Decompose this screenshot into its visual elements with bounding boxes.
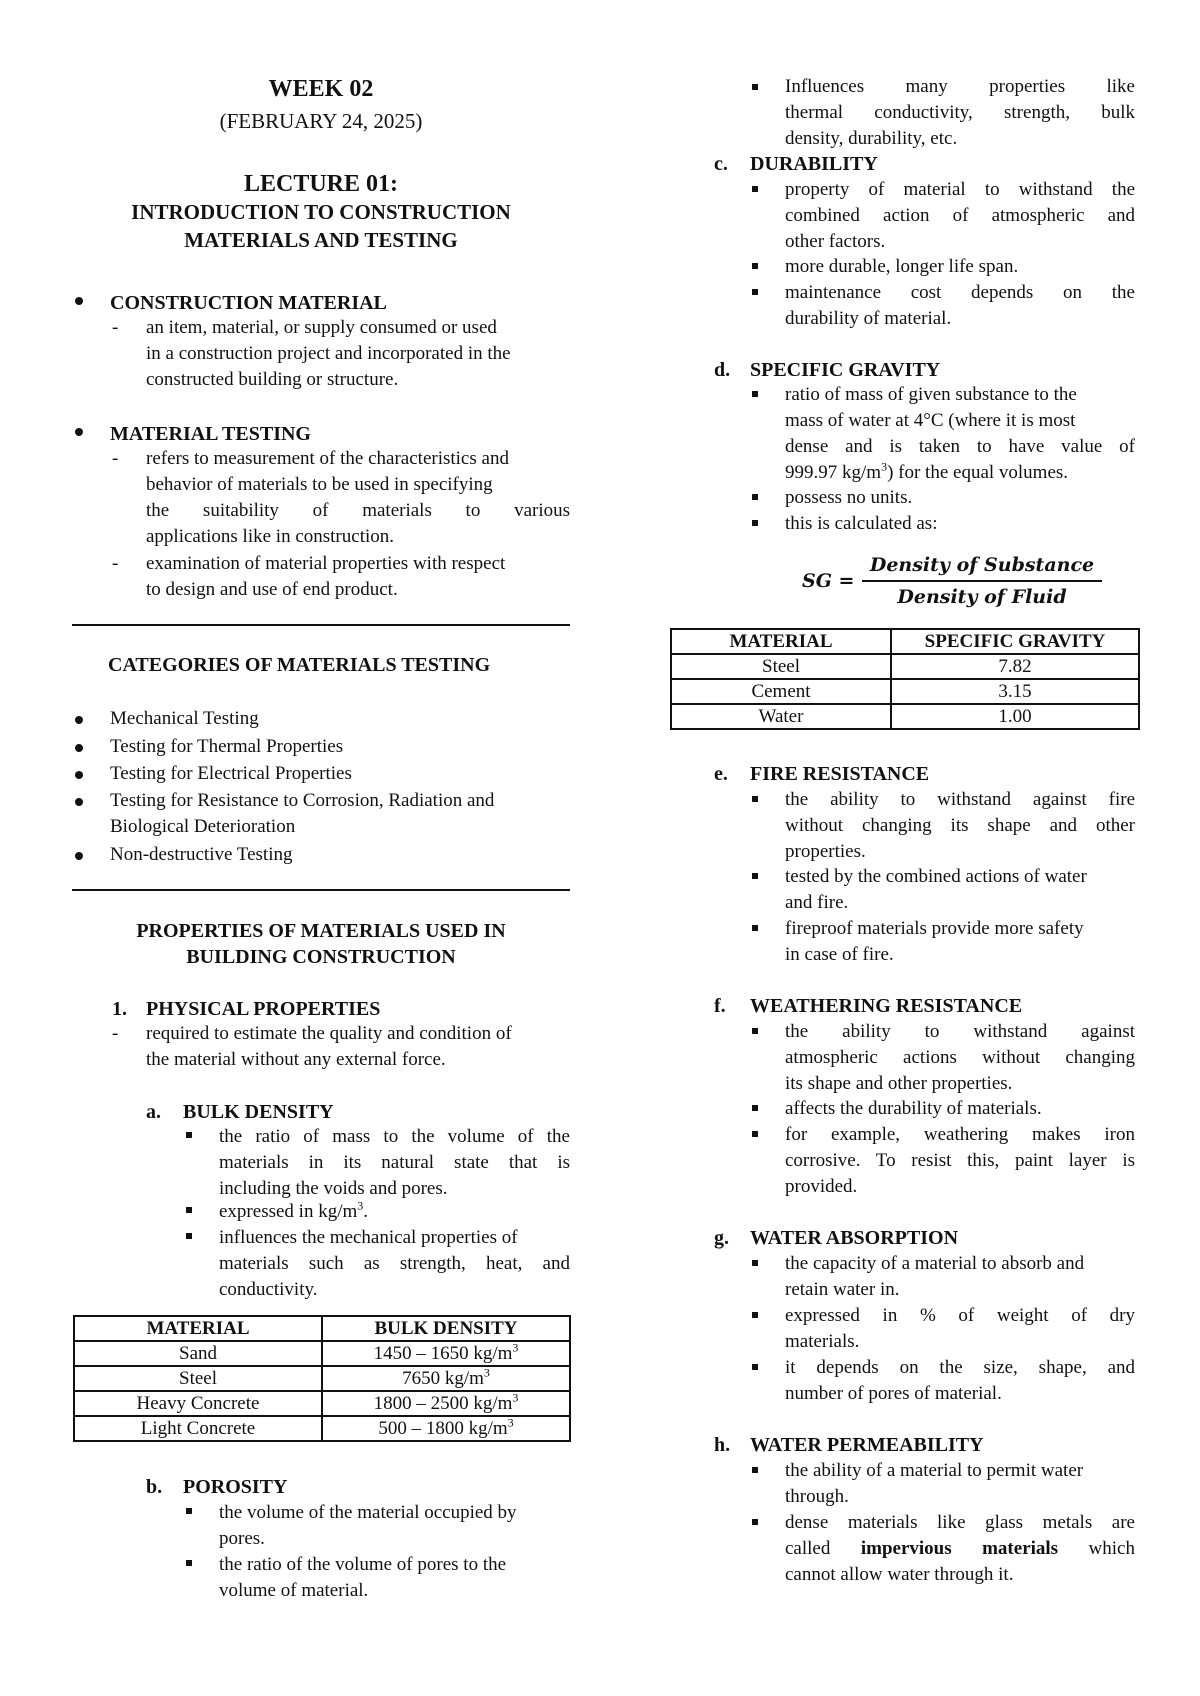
water-absorption-heading: WATER ABSORPTION [750,1227,959,1249]
water-permeability-label: h. [714,1434,731,1456]
specific-gravity-heading: SPECIFIC GRAVITY [750,359,941,381]
water-absorption-bullet [785,1355,1135,1407]
bullet-icon [75,297,83,305]
square-bullet-icon [752,1105,758,1111]
weathering-heading: WEATHERING RESISTANCE [750,995,1023,1017]
specific-gravity-table [670,628,1140,730]
square-bullet-icon [752,520,758,526]
properties-heading [72,918,570,970]
square-bullet-icon [186,1207,192,1213]
specific-gravity-bullet: this is calculated as: [785,513,938,534]
porosity-bullet [785,74,1135,152]
formula-lhs: SG = [802,570,855,592]
bullet-icon [75,852,83,860]
text-line: the ratio of the volume of pores to the [219,1554,507,1575]
text-line: dense materials like glass metals are [785,1512,1135,1533]
text-line: mass of water at 4°C (where it is most [785,410,1076,431]
table-row [74,1391,570,1416]
text-line: durability of material. [785,308,952,329]
category-item: Non-destructive Testing [110,844,293,865]
square-bullet-icon [752,925,758,931]
text-line: the material without any external force. [146,1049,446,1070]
water-absorption-bullet [785,1251,1135,1303]
water-permeability-bullet [785,1510,1135,1588]
text-line: other factors. [785,231,886,252]
text-span: expressed in kg/m [219,1201,358,1222]
formula-denominator: Density of Fluid [897,586,1067,608]
text-line: examination of material properties with respect [146,553,506,574]
table-cell: 3.15 [891,679,1139,704]
table-header: SPECIFIC GRAVITY [891,629,1139,654]
table-cell [322,1416,570,1441]
table-cell [322,1341,570,1366]
text-span: called [785,1538,861,1559]
dash-icon: - [112,553,119,574]
fire-resistance-bullet [785,864,1135,916]
text-line: thermal conductivity, strength, bulk [785,102,1135,123]
square-bullet-icon [752,186,758,192]
construction-material-def [146,315,570,393]
text-line: ratio of mass of given substance to the [785,384,1077,405]
square-bullet-icon [186,1233,192,1239]
text-line: without changing its shape and other [785,815,1135,836]
text-line: the capacity of a material to absorb and [785,1253,1085,1274]
table-header-row [74,1316,570,1341]
table-cell: Water [671,704,891,729]
text-line: materials such as strength, heat, and [219,1253,570,1274]
lecture-number: LECTURE 01: [243,171,399,197]
text-line: required to estimate the quality and condition of [146,1023,512,1044]
water-permeability-heading: WATER PERMEABILITY [750,1434,984,1456]
porosity-heading: POROSITY [183,1476,288,1498]
text-line: PROPERTIES OF MATERIALS USED IN [136,920,506,942]
weathering-bullet [785,1122,1135,1200]
text-span: 7650 kg/m [402,1368,484,1389]
specific-gravity-label: d. [714,359,731,381]
text-line: combined action of atmospheric and [785,205,1135,226]
text-line: tested by the combined actions of water [785,866,1087,887]
text-line: property of material to withstand the [785,179,1135,200]
text-line: BUILDING CONSTRUCTION [186,946,456,968]
table-row [671,704,1139,729]
lecture-title-line2: MATERIALS AND TESTING [184,228,458,252]
table-cell: Cement [671,679,891,704]
square-bullet-icon [752,796,758,802]
square-bullet-icon [752,263,758,269]
text-line: influences the mechanical properties of [219,1227,518,1248]
superscript: 3 [507,1415,514,1430]
physical-number: 1. [112,998,127,1020]
dash-icon: - [112,448,119,469]
lecture-title [72,198,570,254]
category-item: Mechanical Testing [110,708,259,729]
fire-resistance-bullet [785,787,1135,865]
text-line: in case of fire. [785,944,894,965]
bulk-density-label: a. [146,1101,161,1123]
text-line: the ability to withstand against fire [785,789,1135,810]
weathering-bullet [785,1019,1135,1097]
text-line: its shape and other properties. [785,1073,1013,1094]
material-testing-def2 [146,551,570,603]
durability-bullet [785,177,1135,255]
text-line: expressed in % of weight of dry [785,1305,1135,1326]
text-line: applications like in construction. [146,526,395,547]
square-bullet-icon [752,1364,758,1370]
text-span: 1450 – 1650 kg/m [373,1343,513,1364]
text-line: through. [785,1486,849,1507]
table-cell: Steel [74,1366,322,1391]
water-absorption-bullet [785,1303,1135,1355]
fire-resistance-bullet [785,916,1135,968]
text-line: the ability to withstand against [785,1021,1135,1042]
superscript: 3 [483,1365,490,1380]
text-line: the ability of a material to permit water [785,1460,1084,1481]
category-item [110,788,570,840]
dash-icon: - [112,1023,119,1044]
table-cell: 1.00 [891,704,1139,729]
square-bullet-icon [752,1260,758,1266]
text-line: maintenance cost depends on the [785,282,1135,303]
durability-bullet: more durable, longer life span. [785,256,1019,277]
bulk-density-bullet [219,1124,570,1202]
bullet-icon [75,428,83,436]
table-row [74,1341,570,1366]
material-testing-heading: MATERIAL TESTING [110,423,311,445]
square-bullet-icon [186,1560,192,1566]
square-bullet-icon [752,1467,758,1473]
lecture-title-line1: INTRODUCTION TO CONSTRUCTION [131,200,511,224]
table-row [671,679,1139,704]
text-line: materials in its natural state that is [219,1152,570,1173]
text-line: the volume of the material occupied by [219,1502,517,1523]
text-line: the suitability of materials to various [146,500,570,521]
bulk-density-table [73,1315,571,1442]
square-bullet-icon [752,1028,758,1034]
bulk-density-heading: BULK DENSITY [183,1101,334,1123]
fire-resistance-heading: FIRE RESISTANCE [750,763,930,785]
porosity-bullet [219,1500,570,1552]
text-line: Testing for Resistance to Corrosion, Radiation and [110,790,495,811]
text-line: the ratio of mass to the volume of the [219,1126,570,1147]
dash-icon: - [112,317,119,338]
text-line: number of pores of material. [785,1383,1002,1404]
fire-resistance-label: e. [714,763,728,785]
text-line: corrosive. To resist this, paint layer is [785,1150,1135,1171]
text-line: pores. [219,1528,265,1549]
construction-material-heading: CONSTRUCTION MATERIAL [110,292,387,314]
table-header: MATERIAL [671,629,891,654]
porosity-bullet [219,1552,570,1604]
square-bullet-icon [752,873,758,879]
superscript: 3 [512,1390,519,1405]
superscript: 3 [357,1198,364,1213]
category-item: Testing for Electrical Properties [110,763,352,784]
text-line: cannot allow water through it. [785,1564,1014,1585]
text-line: for example, weathering makes iron [785,1124,1135,1145]
category-item: Testing for Thermal Properties [110,736,344,757]
porosity-label: b. [146,1476,163,1498]
durability-bullet [785,280,1135,332]
superscript: 3 [881,459,888,474]
material-testing-def1 [146,446,570,550]
table-cell [322,1391,570,1416]
weathering-label: f. [714,995,726,1017]
text-line: an item, material, or supply consumed or used [146,317,497,338]
square-bullet-icon [186,1508,192,1514]
text-span: ) for the equal volumes. [887,462,1069,483]
text-line: Influences many properties like [785,76,1135,97]
square-bullet-icon [752,84,758,90]
square-bullet-icon [752,391,758,397]
square-bullet-icon [186,1132,192,1138]
table-header: BULK DENSITY [322,1316,570,1341]
table-row [74,1416,570,1441]
bold-term: impervious materials [860,1538,1059,1559]
week-title: WEEK 02 [268,76,374,102]
water-absorption-label: g. [714,1227,729,1249]
superscript: 3 [512,1340,519,1355]
table-row [74,1366,570,1391]
text-line: to design and use of end product. [146,579,398,600]
specific-gravity-bullet: possess no units. [785,487,913,508]
text-line: refers to measurement of the characteristics and [146,448,509,469]
text-span: 500 – 1800 kg/m [378,1418,508,1439]
text-line: constructed building or structure. [146,369,399,390]
text-line: density, durability, etc. [785,128,958,149]
weathering-bullet: affects the durability of materials. [785,1098,1042,1119]
table-row [671,654,1139,679]
text-line: including the voids and pores. [219,1178,448,1199]
text-line: atmospheric actions without changing [785,1047,1135,1068]
text-line: conductivity. [219,1279,318,1300]
text-line: volume of material. [219,1580,369,1601]
text-span: 1800 – 2500 kg/m [373,1393,513,1414]
bullet-icon [75,798,83,806]
square-bullet-icon [752,1519,758,1525]
bulk-density-bullet [219,1199,368,1225]
specific-gravity-bullet [785,382,1135,486]
table-cell: Light Concrete [74,1416,322,1441]
physical-properties-def [146,1021,570,1073]
table-cell [322,1366,570,1391]
divider [72,889,570,891]
text-line: Biological Deterioration [110,816,296,837]
divider [72,624,570,626]
table-header-row [671,629,1139,654]
text-span: 999.97 kg/m [785,462,882,483]
categories-heading: CATEGORIES OF MATERIALS TESTING [108,654,491,676]
text-span: which [1058,1538,1135,1559]
square-bullet-icon [752,289,758,295]
durability-heading: DURABILITY [750,153,878,175]
text-line: fireproof materials provide more safety [785,918,1084,939]
bullet-icon [75,716,83,724]
text-line: it depends on the size, shape, and [785,1357,1135,1378]
text-line: properties. [785,841,866,862]
text-line: provided. [785,1176,858,1197]
text-span: . [363,1201,369,1222]
text-line: and fire. [785,892,849,913]
durability-label: c. [714,153,728,175]
square-bullet-icon [752,1131,758,1137]
table-header: MATERIAL [74,1316,322,1341]
text-line [785,460,1135,486]
text-line: dense and is taken to have value of [785,436,1135,457]
water-permeability-bullet [785,1458,1135,1510]
table-cell: Steel [671,654,891,679]
text-line: materials. [785,1331,860,1352]
table-cell: Heavy Concrete [74,1391,322,1416]
square-bullet-icon [752,494,758,500]
bullet-icon [75,744,83,752]
text-line [785,1536,1135,1562]
physical-properties-heading: PHYSICAL PROPERTIES [146,998,381,1020]
text-line: retain water in. [785,1279,900,1300]
fraction-bar [862,580,1102,582]
lecture-date: (FEBRUARY 24, 2025) [219,109,423,133]
square-bullet-icon [752,1312,758,1318]
bullet-icon [75,771,83,779]
formula-numerator: Density of Substance [869,554,1095,576]
table-cell: 7.82 [891,654,1139,679]
text-line: in a construction project and incorporated in the [146,343,511,364]
table-cell: Sand [74,1341,322,1366]
text-line: behavior of materials to be used in specifying [146,474,493,495]
bulk-density-bullet [219,1225,570,1303]
